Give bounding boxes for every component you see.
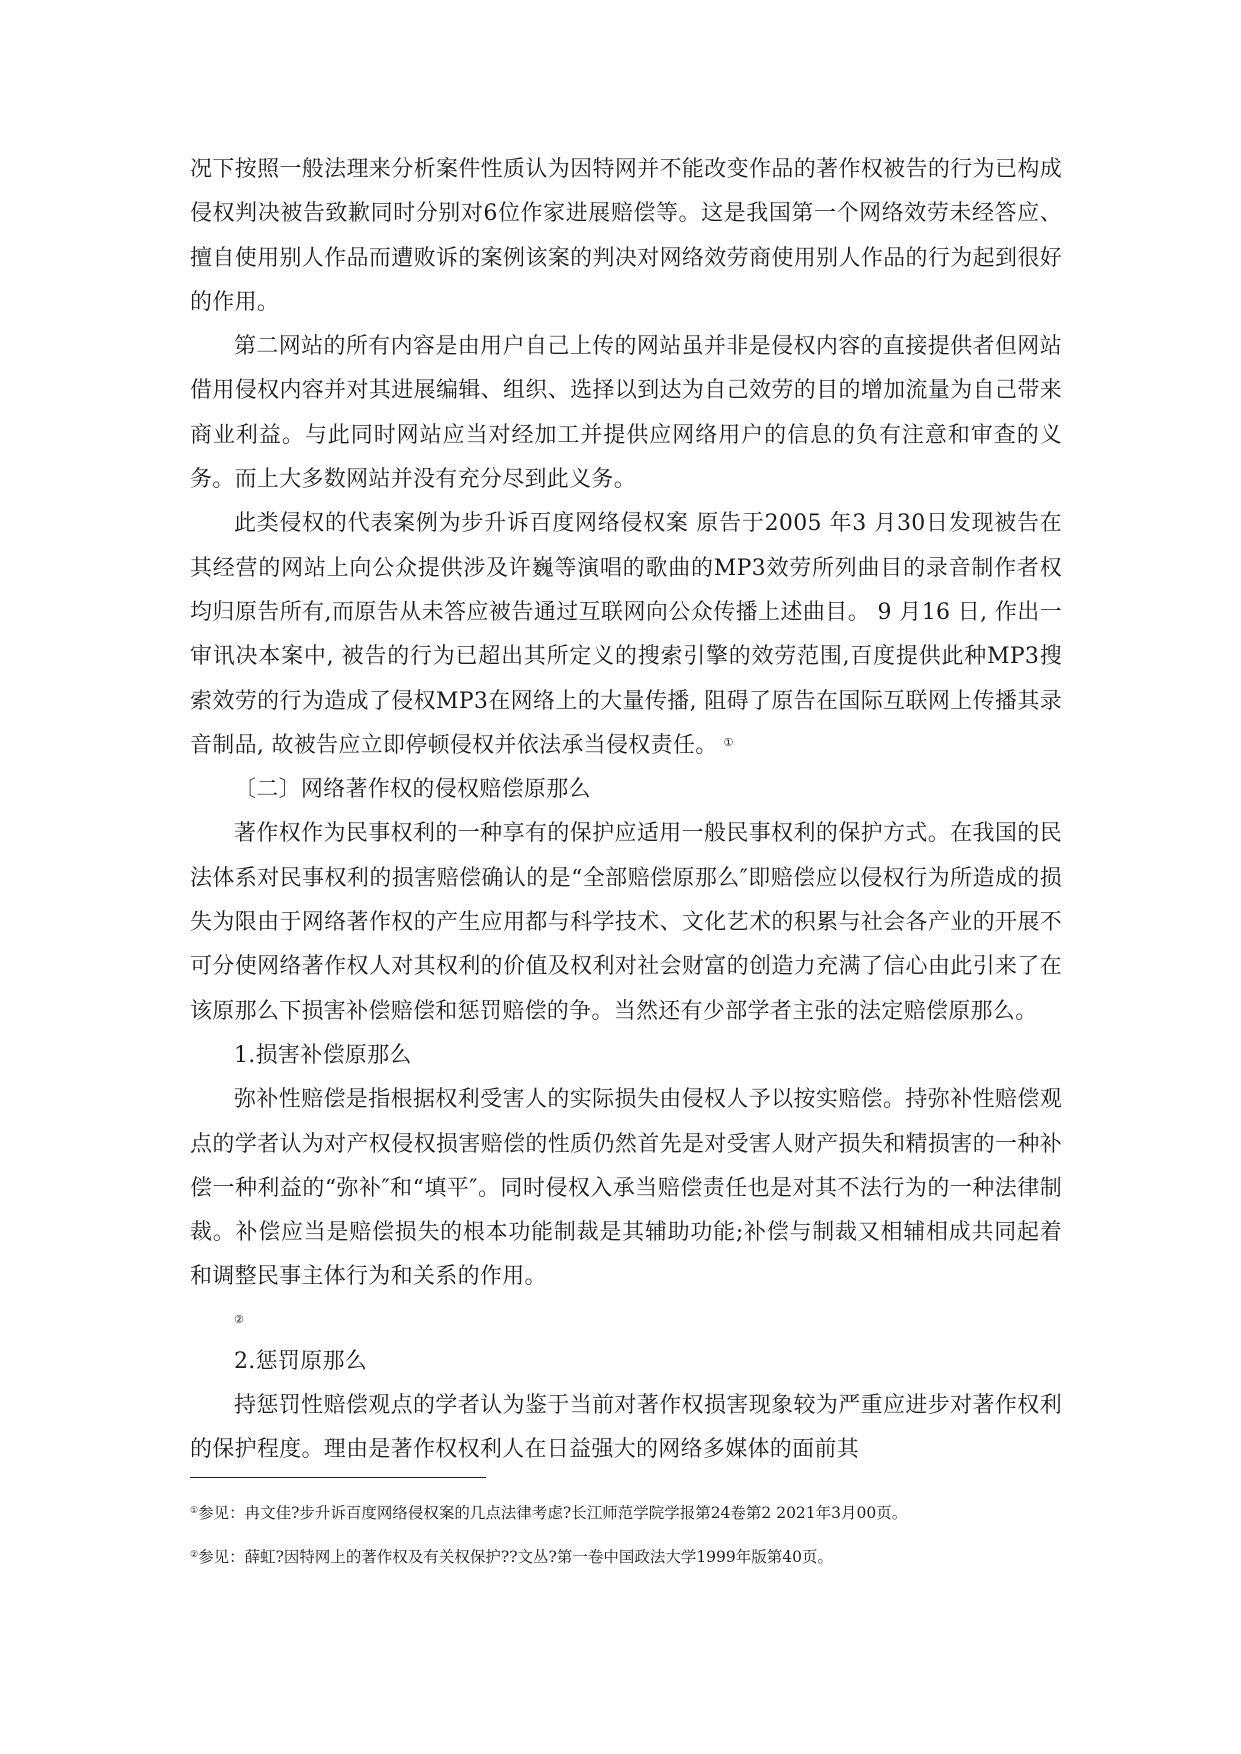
section-heading: 〔二〕网络著作权的侵权赔偿原那么: [234, 777, 591, 803]
footnote-divider: [190, 1477, 486, 1478]
paragraph: [190, 1078, 1062, 1339]
paragraph: 著作权作为民事权利的一种享有的保护应适用一般民事权利的保护方式。在我国的民法体系对民事权利的损害赔偿确认的是“全部赔偿原那么″即赔偿应以侵权行为所造成的损失为限由于网络著作权的产生应用都与科学技术、文化艺术的积累与社会各产业的开展不可分使网络著作权人对其权利的价值及权利对社会财富的创造力充满了信心由此引来了在该原那么下损害补偿赔偿和惩罚赔偿的争。当然还有少部学者主张的法定赔偿原那么。: [190, 821, 1062, 1024]
footnote-mark: ②: [190, 1550, 199, 1560]
subsection-heading: 1.损害补偿原那么: [234, 1042, 412, 1068]
footnote-mark: ①: [190, 1506, 199, 1516]
footnote: [190, 1497, 1070, 1527]
footnote-ref[interactable]: ②: [234, 1312, 245, 1326]
footnote-text: 参见：冉文佳?步升诉百度网络侵权案的几点法律考虑?长江师范学院学报第24卷第2 2021年3月00页。: [198, 1504, 908, 1522]
paragraph-text: 此类侵权的代表案例为步升诉百度网络侵权案 原告于2005 年3 月30日发现被告在其经营的网站上向公众提供涉及许巍等演唱的歌曲的MP3效劳所列曲目的录音制作者权均归原告所有,而原告从未答应被告通过互联网向公众传播上述曲目。 9 月16 日, 作出一审讯决本案中, 被告的行为已超出其所定义的搜索引擎的效劳范围,百度提供此种MP3搜索效劳的行为造成了侵权MP3在网络上的大量传播, 阻碍了原告在国际互联网上传播其录音制品, 故被告应立即停顿侵权并依法承当侵权责任。: [190, 511, 1062, 758]
paragraph: 持惩罚性赔偿观点的学者认为鉴于当前对著作权损害现象较为严重应进步对著作权利的保护程度。理由是著作权权利人在日益强大的网络多媒体的面前其: [190, 1393, 1062, 1463]
paragraph: [190, 502, 1062, 768]
footnotes: [190, 1497, 1070, 1585]
footnote-ref[interactable]: ①: [723, 735, 734, 749]
footnote: [190, 1541, 1070, 1571]
subsection-heading: 2.惩罚原那么: [234, 1348, 368, 1374]
paragraph-text: 弥补性赔偿是指根据权利受害人的实际损失由侵权人予以按实赔偿。持弥补性赔偿观点的学者认为对产权侵权损害赔偿的性质仍然首先是对受害人财产损失和精损害的一种补偿一种利益的“弥补″和“填平″。同时侵权入承当赔偿责任也是对其不法行为的一种法律制裁。补偿应当是赔偿损失的根本功能制裁是其辅助功能;补偿与制裁又相辅相成共同起着和调整民事主体行为和关系的作用。: [190, 1087, 1062, 1290]
body-text: [190, 148, 1062, 1473]
paragraph: 第二网站的所有内容是由用户自己上传的网站虽并非是侵权内容的直接提供者但网站借用侵权内容并对其进展编辑、组织、选择以到达为自己效劳的目的增加流量为自己带来商业利益。与此同时网站应当对经加工并提供应网络用户的信息的负有注意和审查的义务。而上大多数网站并没有充分尽到此义务。: [190, 334, 1062, 493]
footnote-text: 参见：薛虹?因特网上的著作权及有关权保护??文丛?第一卷中国政法大学1999年版第40页。: [198, 1548, 833, 1566]
paragraph: 况下按照一般法理来分析案件性质认为因特网并不能改变作品的著作权被告的行为已构成侵权判决被告致歉同时分别对6位作家进展赔偿等。这是我国第一个网络效劳未经答应、擅自使用别人作品而遭败诉的案例该案的判决对网络效劳商使用别人作品的行为起到很好的作用。: [190, 157, 1062, 315]
